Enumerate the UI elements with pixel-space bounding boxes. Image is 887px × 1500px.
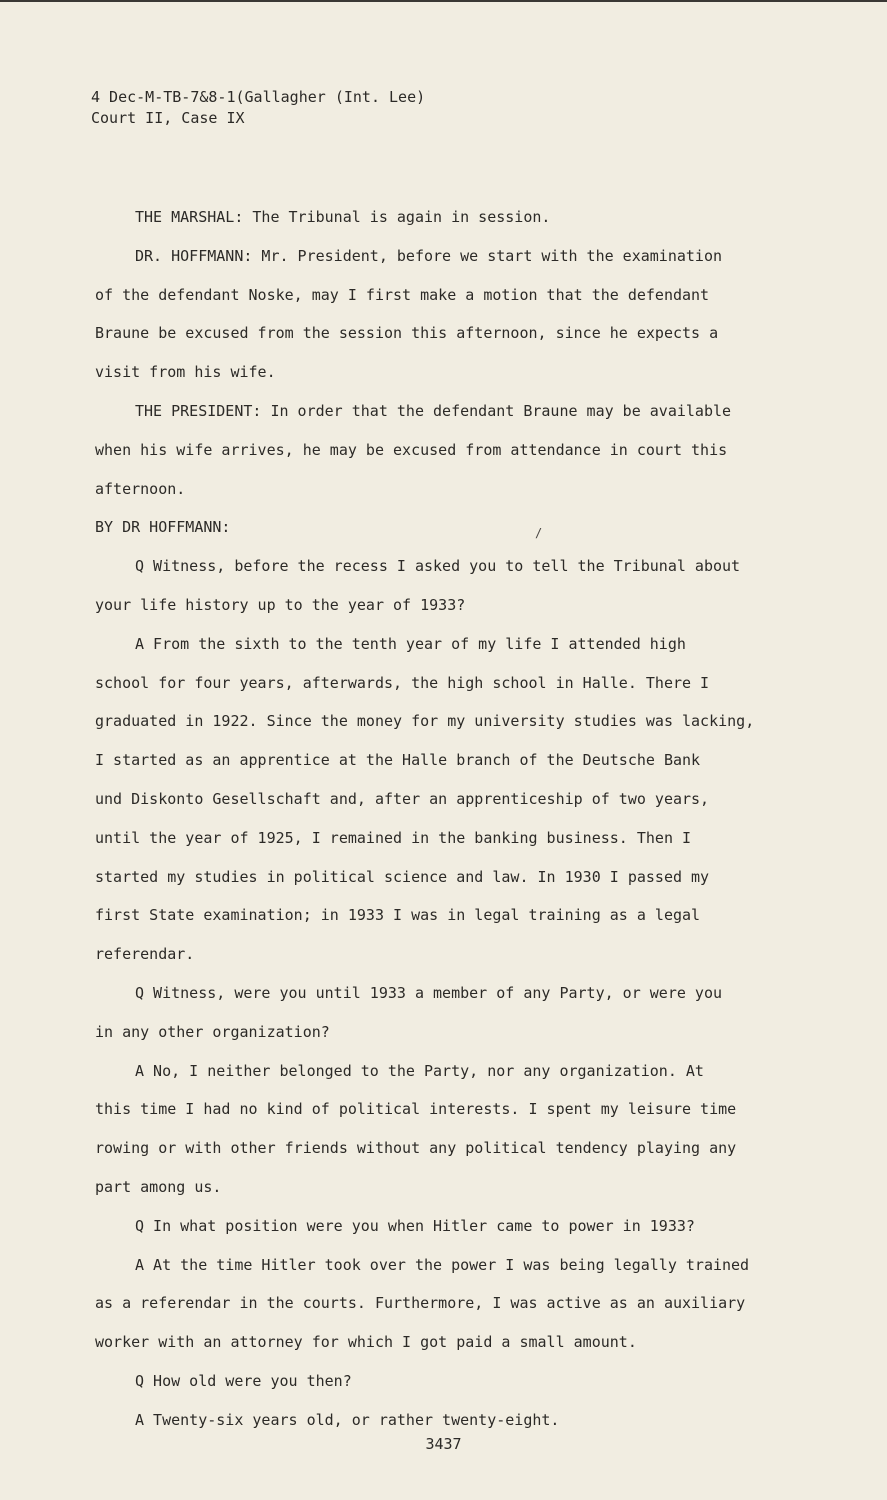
transcript-line: Q How old were you then?: [135, 1371, 352, 1390]
transcript-line: Braune be excused from the session this afternoon, since he expects a: [95, 324, 719, 343]
transcript-line: worker with an attorney for which I got paid a small amount.: [95, 1333, 637, 1352]
transcript-line: THE PRESIDENT: In order that the defendant Braune may be available: [135, 401, 732, 420]
transcript-line: visit from his wife.: [95, 363, 276, 382]
marshal-line: THE MARSHAL: The Tribunal is again in session.: [135, 208, 551, 226]
transcript-body: [95, 198, 815, 1440]
transcript-line: A From the sixth to the tenth year of my life I attended high: [135, 634, 686, 653]
transcript-line: Q Witness, were you until 1933 a member of any Party, or were you: [135, 983, 722, 1002]
transcript-line: first State examination; in 1933 I was in legal training as a legal: [95, 906, 701, 925]
header-line-2: Court II, Case IX: [91, 109, 245, 127]
margin-mark: /: [535, 526, 543, 540]
transcript-line: when his wife arrives, he may be excused from attendance in court this: [95, 440, 728, 459]
transcript-line: started my studies in political science and law. In 1930 I passed my: [95, 867, 710, 886]
transcript-line: und Diskonto Gesellschaft and, after an apprenticeship of two years,: [95, 789, 710, 808]
transcript-line: rowing or with other friends without any political tendency playing any: [95, 1139, 737, 1158]
transcript-line: in any other organization?: [95, 1022, 330, 1041]
transcript-line: A At the time Hitler took over the power I was being legally trained: [135, 1255, 750, 1274]
transcript-line: A Twenty-six years old, or rather twenty-eight.: [135, 1410, 560, 1429]
examiner-heading: BY DR HOFFMANN:: [95, 518, 231, 537]
transcript-line: of the defendant Noske, may I first make a motion that the defendant: [95, 285, 710, 304]
transcript-line: A No, I neither belonged to the Party, nor any organization. At: [135, 1061, 704, 1080]
transcript-line: Q Witness, before the recess I asked you to tell the Tribunal about: [135, 557, 741, 576]
transcript-line: as a referendar in the courts. Furthermore, I was active as an auxiliary: [95, 1294, 746, 1313]
document-header: [91, 87, 425, 129]
transcript-line: until the year of 1925, I remained in the banking business. Then I: [95, 828, 692, 847]
page-number: 3437: [425, 1435, 462, 1453]
transcript-line: referendar.: [95, 945, 195, 964]
transcript-line: I started as an apprentice at the Halle branch of the Deutsche Bank: [95, 751, 701, 770]
transcript-line: Q In what position were you when Hitler came to power in 1933?: [135, 1216, 695, 1235]
transcript-line: graduated in 1922. Since the money for my university studies was lacking,: [95, 712, 755, 731]
transcript-line: school for four years, afterwards, the high school in Halle. There I: [95, 673, 710, 692]
transcript-line: afternoon.: [95, 479, 186, 498]
transcript-line: DR. HOFFMANN: Mr. President, before we start with the examination: [135, 246, 722, 265]
transcript-line: this time I had no kind of political interests. I spent my leisure time: [95, 1100, 737, 1119]
header-line-1: 4 Dec-M-TB-7&8-1(Gallagher (Int. Lee): [91, 88, 426, 106]
transcript-line: part among us.: [95, 1177, 222, 1196]
transcript-line: your life history up to the year of 1933?: [95, 595, 466, 614]
